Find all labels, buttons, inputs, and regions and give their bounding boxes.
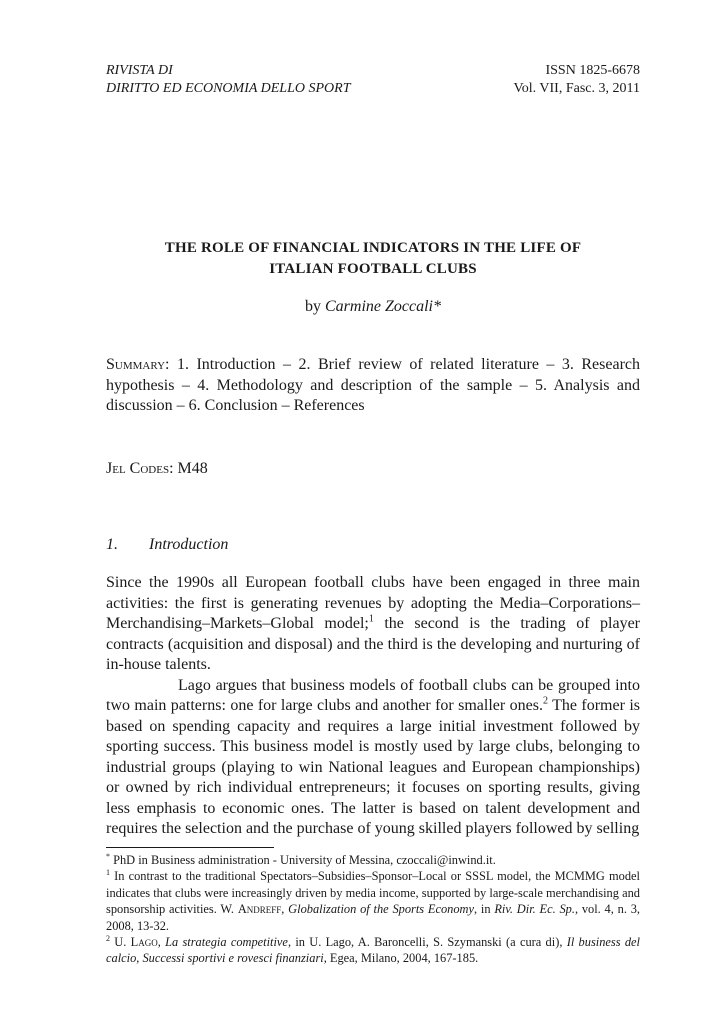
paragraph-text: Since the 1990s all European football clubs have been engaged in three main activities: the first is generating revenues by adopting the Media–Corporations–Merchandising–Markets–Global model; xyxy=(106,574,640,632)
footnote-text: , vol. 4, n. 3, 2008, 13-32. xyxy=(106,902,640,933)
paragraph-text: Lago argues that business models of football clubs can be grouped into two main patterns: one for large clubs and another for smaller ones. xyxy=(106,676,640,714)
paragraph xyxy=(106,676,640,840)
author-name: Carmine Zoccali* xyxy=(325,298,441,315)
summary-text: : 1. Introduction – 2. Brief review of related literature – 3. Research hypothesis – 4. Methodology and description of the sample – 5. Analysis and discussion – 6. Conclusion – References xyxy=(106,356,640,414)
footnote-divider xyxy=(106,847,274,848)
footnote-work-title: La strategia competitive xyxy=(165,935,288,950)
section-title: Introduction xyxy=(149,536,229,553)
article-title-line2: ITALIAN FOOTBALL CLUBS xyxy=(269,261,477,277)
footnote-mark: * xyxy=(106,851,110,861)
footnote-1 xyxy=(106,868,640,934)
body-text xyxy=(106,573,640,840)
footnote-text: , xyxy=(281,902,289,917)
footnote-ref[interactable]: 1 xyxy=(368,613,374,625)
article-title xyxy=(106,238,640,280)
footnote-text: In contrast to the traditional Spectators–Subsidies–Sponsor–Local or SSSL model, the MCMMG model indicates that clubs were increasingly driven by media income, supported by large-scale merchandising and sponsorship activities. W. xyxy=(106,869,640,917)
footnote-2 xyxy=(106,934,640,967)
summary-label: Summary xyxy=(106,356,166,373)
section-heading xyxy=(106,536,228,554)
footnote-author: Andreff xyxy=(237,902,282,917)
jel-label: Jel Codes xyxy=(106,460,170,477)
summary xyxy=(106,355,640,417)
footnote-author-affiliation xyxy=(106,852,640,868)
footnote-text: , in U. Lago, A. Baroncelli, S. Szymanski (a cura di), xyxy=(287,935,567,950)
footnote-text: PhD in Business administration - University of Messina, czoccali@inwind.it. xyxy=(110,853,496,867)
footnote-journal: Riv. Dir. Ec. Sp. xyxy=(494,902,575,917)
footnote-text: , in xyxy=(474,902,495,917)
footnote-text: U. xyxy=(110,935,131,950)
footnote-author: Lago xyxy=(130,935,158,950)
byline xyxy=(106,298,640,316)
footnotes xyxy=(106,852,640,967)
jel-codes xyxy=(106,460,640,478)
footnote-mark: 2 xyxy=(106,933,110,943)
journal-name-line2: DIRITTO ED ECONOMIA DELLO SPORT xyxy=(106,81,351,96)
paragraph-text: The former is based on spending capacity and requires a large initial investment followed by sporting success. This business model is mostly used by large clubs, belonging to industrial groups (playing to win National leagues and European championships) or owned by rich individual entrepreneurs; it focuses on sporting results, giving less emphasis to economic ones. The latter is based on talent development and requires the selection and the purchase of young skilled players followed by selling xyxy=(106,697,640,837)
volume-issue: Vol. VII, Fasc. 3, 2011 xyxy=(513,81,640,96)
footnote-text: , xyxy=(157,935,166,950)
paragraph-text: the second is the trading of player contracts (acquisition and disposal) and the third is the developing and nurturing of in-house talents. xyxy=(106,615,641,673)
footnote-work-title: Globalization of the Sports Economy xyxy=(288,902,475,917)
jel-value: : M48 xyxy=(169,460,208,477)
paragraph xyxy=(106,573,640,676)
journal-name-line1: RIVISTA DI xyxy=(106,63,173,78)
footnote-mark: 1 xyxy=(106,868,110,878)
journal-name xyxy=(106,62,351,98)
article-title-line1: THE ROLE OF FINANCIAL INDICATORS IN THE LIFE OF xyxy=(164,240,582,256)
byline-prefix: by xyxy=(305,298,325,315)
footnote-text: , Egea, Milano, 2004, 167-185. xyxy=(323,951,479,966)
journal-issue-info xyxy=(513,62,640,98)
issn: ISSN 1825-6678 xyxy=(545,63,640,78)
article-page xyxy=(106,0,640,1024)
footnote-book-title: Il business del calcio, Successi sportivi e rovesci finanziari xyxy=(106,935,640,966)
section-number: 1. xyxy=(106,536,118,553)
footnote-ref[interactable]: 2 xyxy=(542,695,548,707)
